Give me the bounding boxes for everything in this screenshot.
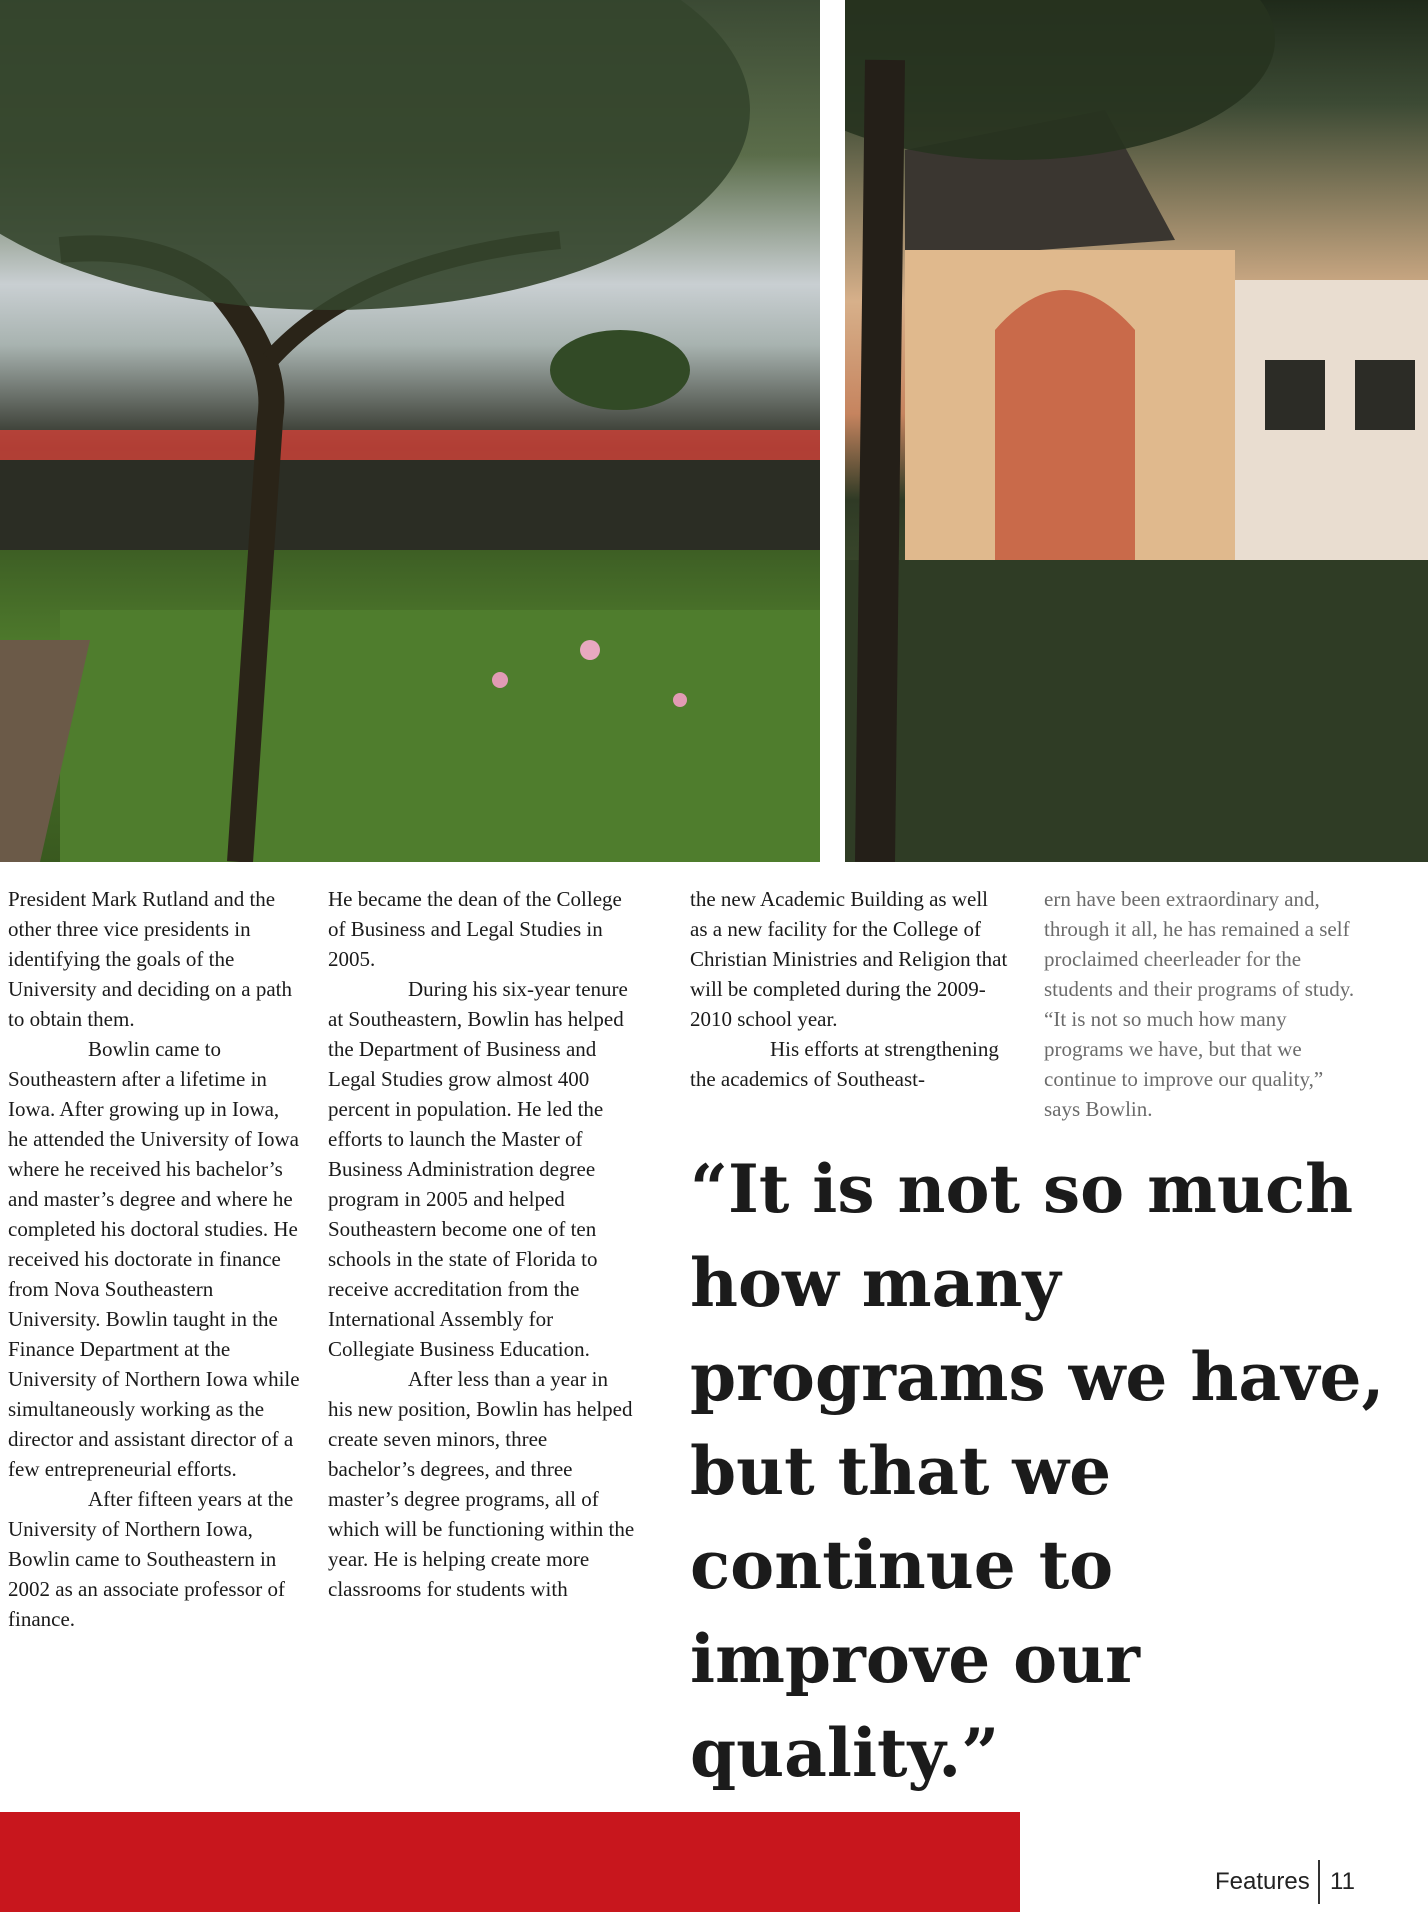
footer-red-band [0, 1812, 1020, 1912]
paragraph: After fifteen years at the University of Northern Iowa, Bowlin came to Southeastern in 2002 as an associate professor of finance. [8, 1487, 294, 1631]
article-column-1 [8, 884, 304, 1634]
campus-building-photo [845, 0, 1428, 862]
paragraph: President Mark Rutland and the other three vice presidents in identifying the goals of the University and deciding on a path to obtain them. [8, 887, 293, 1031]
paragraph: ern have been extraordinary and, through it all, he has remained a self proclaimed cheerleader for the students and their programs of study. “It is not so much how many programs we have, but that we continue to improve our quality,” says Bowlin. [1044, 887, 1355, 1121]
article-column-4 [1044, 884, 1356, 1124]
paragraph: His efforts at strengthening the academics of Southeast- [690, 1037, 999, 1091]
paragraph: the new Academic Building as well as a new facility for the College of Christian Ministries and Religion that will be completed during the 2009-2010 school year. [690, 887, 1008, 1031]
paragraph: Bowlin came to Southeastern after a lifetime in Iowa. After growing up in Iowa, he attended the University of Iowa where he received his bachelor’s and master’s degree and where he completed his doctoral studies. He received his doctorate in finance from Nova Southeastern University. Bowlin taught in the Finance Department at the University of Northern Iowa while simultaneously working as the director and assistant director of a few entrepreneurial efforts. [8, 1037, 300, 1481]
section-label: Features [1215, 1868, 1310, 1895]
paragraph: During his six-year tenure at Southeastern, Bowlin has helped the Department of Business and Legal Studies grow almost 400 percent in population. He led the efforts to launch the Master of Business Administration degree program in 2005 and helped Southeastern become one of ten schools in the state of Florida to receive accreditation from the International Assembly for Collegiate Business Education. [328, 977, 628, 1361]
paragraph: After less than a year in his new position, Bowlin has helped create seven minors, three bachelor’s degrees, and three master’s degree programs, all of which will be functioning within the year. He is helping create more classrooms for students with [328, 1367, 635, 1601]
page-number: 11 [1330, 1868, 1355, 1895]
photo-gutter [820, 0, 845, 862]
paragraph: He became the dean of the College of Business and Legal Studies in 2005. [328, 887, 622, 971]
campus-lawn-photo [0, 0, 820, 862]
article-column-2 [328, 884, 636, 1604]
footer-divider [1318, 1860, 1320, 1904]
pull-quote: “It is not so much how many programs we have, but that we continue to improve our quality.” [690, 1150, 1385, 1792]
article-column-3 [690, 884, 1008, 1094]
